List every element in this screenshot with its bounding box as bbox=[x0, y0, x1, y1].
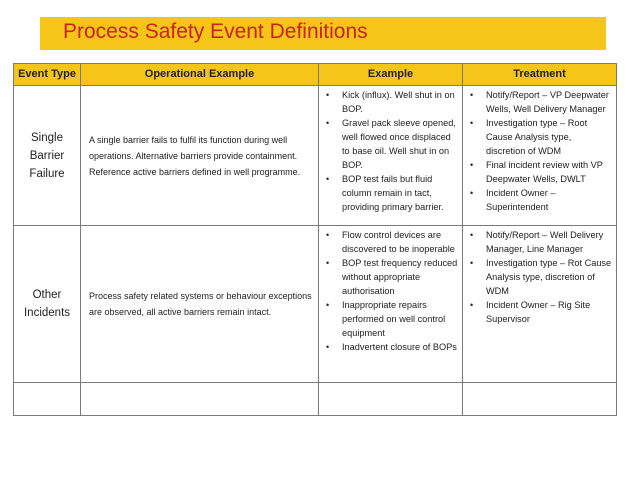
list-item: • BOP test frequency reduced without appropriate authorisation bbox=[322, 256, 459, 298]
list-item: • Flow control devices are discovered to be inoperable bbox=[322, 228, 459, 256]
list-item: • Incident Owner – Rig Site Supervisor bbox=[466, 298, 613, 326]
event-type-cell: Other Incidents bbox=[14, 226, 81, 383]
empty-cell bbox=[463, 383, 617, 416]
empty-table-row bbox=[14, 383, 617, 416]
empty-cell bbox=[81, 383, 319, 416]
table-row bbox=[14, 86, 617, 226]
list-item: • Notify/Report – Well Delivery Manager, Line Manager bbox=[466, 228, 613, 256]
list-item: • Inadvertent closure of BOPs bbox=[322, 340, 459, 354]
header-treatment: Treatment bbox=[463, 64, 617, 86]
header-operational-example: Operational Example bbox=[81, 64, 319, 86]
treatment-cell bbox=[463, 226, 617, 383]
header-event-type: Event Type bbox=[14, 64, 81, 86]
list-item: • BOP test fails but fluid column remain in tact, providing primary barrier. bbox=[322, 172, 459, 214]
empty-cell bbox=[319, 383, 463, 416]
list-item: • Incident Owner – Superintendent bbox=[466, 186, 613, 214]
example-cell bbox=[319, 86, 463, 226]
list-item: • Kick (influx). Well shut in on BOP. bbox=[322, 88, 459, 116]
list-item: • Investigation type – Rot Cause Analysis type, discretion of WDM bbox=[466, 256, 613, 298]
list-item: • Inappropriate repairs performed on well control equipment bbox=[322, 298, 459, 340]
empty-cell bbox=[14, 383, 81, 416]
list-item: • Notify/Report – VP Deepwater Wells, Well Delivery Manager bbox=[466, 88, 613, 116]
treatment-cell bbox=[463, 86, 617, 226]
list-item: • Final incident review with VP Deepwater Wells, DWLT bbox=[466, 158, 613, 186]
list-item: • Investigation type – Root Cause Analysis type, discretion of WDM bbox=[466, 116, 613, 158]
event-type-cell: Single Barrier Failure bbox=[14, 86, 81, 226]
header-example: Example bbox=[319, 64, 463, 86]
table-header-row bbox=[14, 64, 617, 86]
operational-example-cell: A single barrier fails to fulfil its function during well operations. Alternative barriers provide containment. Reference active barriers defined in well programme. bbox=[81, 86, 319, 226]
example-cell bbox=[319, 226, 463, 383]
operational-example-cell: Process safety related systems or behaviour exceptions are observed, all active barriers remain intact. bbox=[81, 226, 319, 383]
table-row bbox=[14, 226, 617, 383]
list-item: • Gravel pack sleeve opened, well flowed once displaced to base oil. Well shut in on BOP. bbox=[322, 116, 459, 172]
page-title: Process Safety Event Definitions bbox=[63, 20, 368, 43]
definitions-table bbox=[13, 63, 617, 416]
